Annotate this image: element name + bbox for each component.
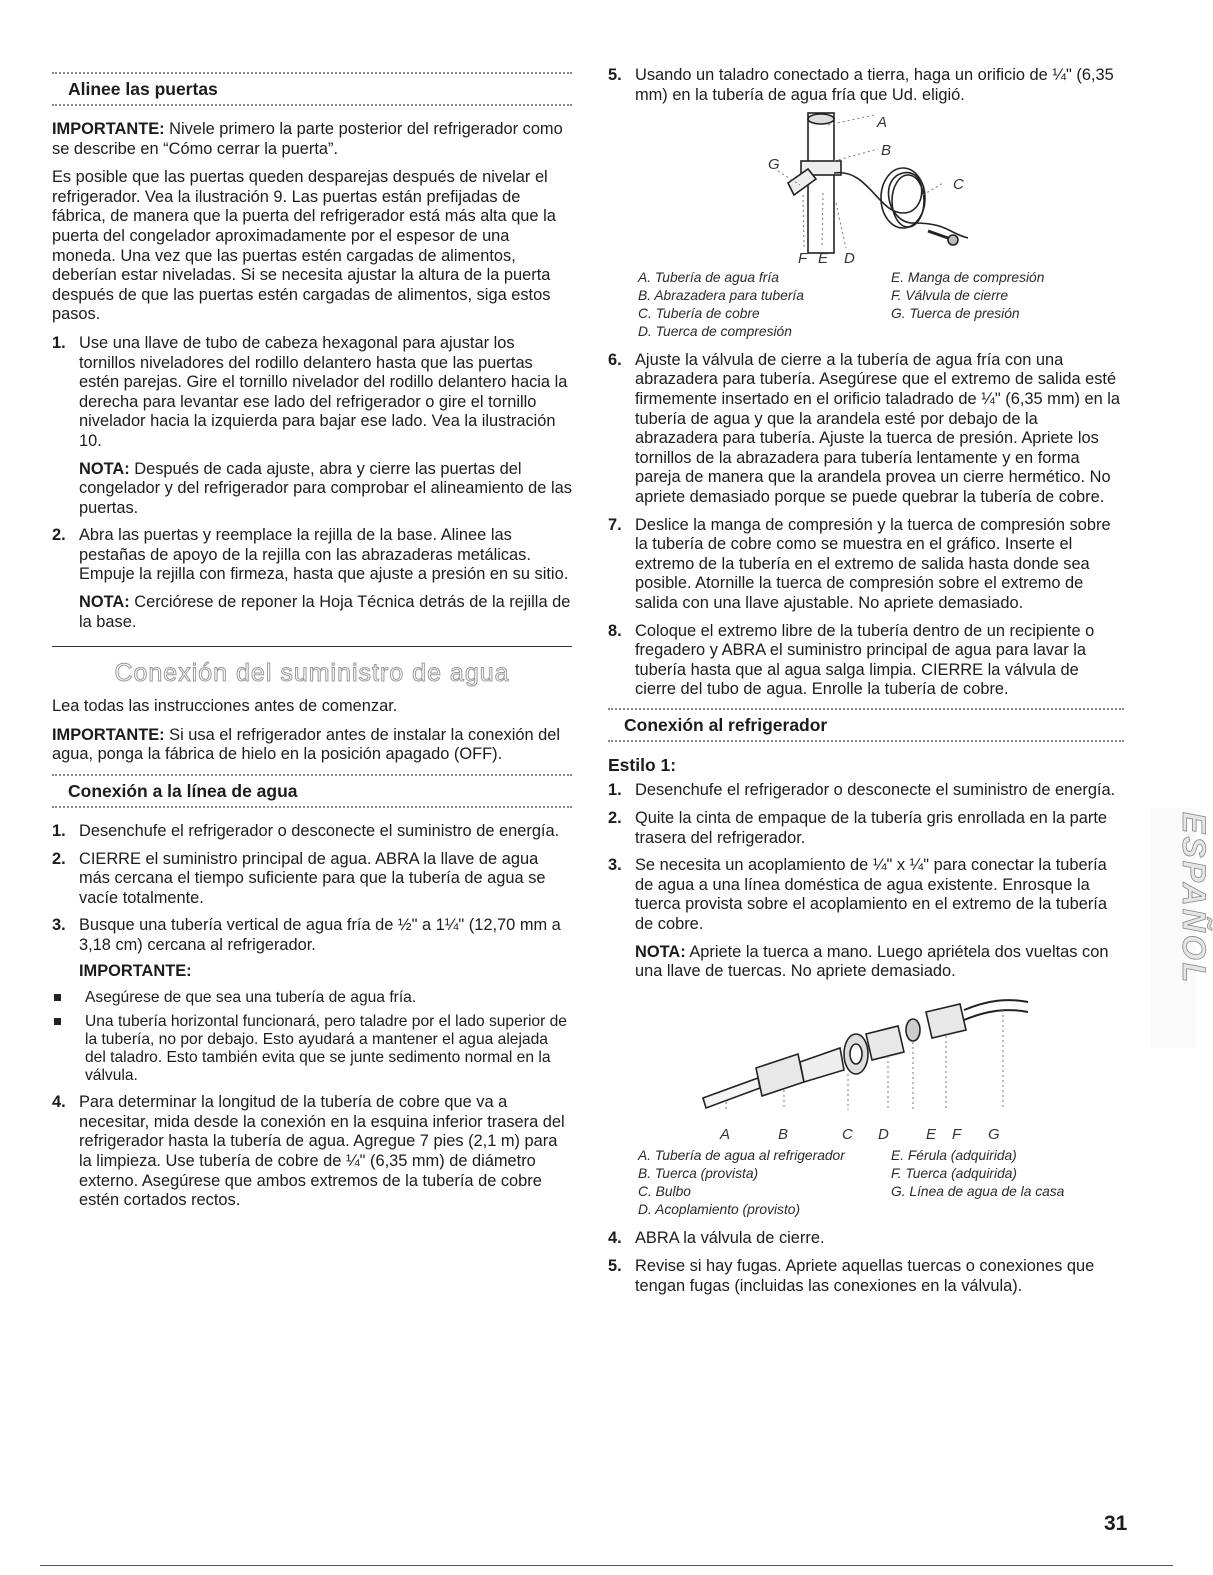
legend-item: A. Tubería de agua al refrigerador bbox=[638, 1148, 845, 1164]
bullet-text: Una tubería horizontal funcionará, pero taladre por el lado superior de la tubería, no por debajo. Esto ayudará a mantener el agua alejada del taladro. Esto también evita que se junte sedimento normal en la válvula. bbox=[85, 1013, 567, 1085]
important-label: IMPORTANTE: bbox=[79, 961, 192, 980]
note-label: NOTA: bbox=[79, 593, 130, 612]
legend-item: F. Tuerca (adquirida) bbox=[891, 1166, 1018, 1182]
label-e: E bbox=[818, 250, 829, 268]
section-heading: Alinee las puertas bbox=[68, 79, 218, 99]
legend-item: E. Férula (adquirida) bbox=[891, 1148, 1017, 1164]
valve-legend bbox=[608, 269, 1124, 341]
section-divider bbox=[52, 646, 572, 647]
note bbox=[635, 943, 1124, 982]
step-text: Desenchufe el refrigerador o desconecte el suministro de energía. bbox=[635, 781, 1116, 800]
label-f: F bbox=[952, 1126, 962, 1144]
bottom-rule bbox=[40, 1565, 1173, 1566]
legend-item: D. Acoplamiento (provisto) bbox=[638, 1202, 801, 1218]
step-number: 1. bbox=[52, 333, 66, 352]
label-d: D bbox=[844, 250, 855, 268]
step-text: Ajuste la válvula de cierre a la tubería de agua fría con una abrazadera para tubería. Asegúrese que el extremo de salida esté firmemente insertado en el orificio taladrado de ¼" (6,35 mm) en la tubería de agua y que la arandela esté por debajo de la abrazadera para tubería. Ajuste la tuerca de presión. Apriete los tornillos de la abrazadera para tubería lentamente y en forma pareja de manera que la arandela provea un cierre hermético. No apriete demasiado porque se puede quebrar la tubería de cobre. bbox=[635, 350, 1121, 506]
language-tab-text: ESPAÑOL bbox=[1176, 812, 1212, 986]
legend-item bbox=[891, 323, 1124, 341]
important-label: IMPORTANTE: bbox=[52, 725, 165, 744]
note-text: Cerciórese de reponer la Hoja Técnica detrás de la rejilla de la base. bbox=[79, 593, 571, 631]
section-heading: Conexión al refrigerador bbox=[624, 714, 828, 735]
step-text: Desenchufe el refrigerador o desconecte el suministro de energía. bbox=[79, 822, 560, 841]
important-label: IMPORTANTE: bbox=[52, 120, 165, 138]
step-number: 7. bbox=[608, 515, 622, 534]
label-a: A bbox=[877, 114, 888, 132]
paragraph bbox=[52, 120, 572, 159]
step-text: CIERRE el suministro principal de agua. ABRA la llave de agua más cercana el tiempo suficiente para que la tubería de agua se vacíe totalmente. bbox=[79, 849, 546, 907]
legend-item: B. Tuerca (provista) bbox=[638, 1166, 759, 1182]
label-d: D bbox=[878, 1126, 889, 1144]
final-steps-list bbox=[608, 1229, 1124, 1296]
note bbox=[79, 460, 572, 519]
page-number: 31 bbox=[1104, 1512, 1128, 1535]
step-text: Deslice la manga de compresión y la tuerca de compresión sobre la tubería de cobre como se muestra en el gráfico. Inserte el extremo de la tubería en el extremo de salida hasta donde sea posible. Atornille la tuerca de compresión sobre el extremo de salida con una llave ajustable. No apriete demasiado. bbox=[635, 515, 1111, 612]
list-item bbox=[52, 334, 572, 518]
note-text: Apriete la tuerca a mano. Luego apriételа dos vueltas con una llave de tuercas. No apriete demasiado. bbox=[635, 942, 1109, 981]
step-text: ABRA la válvula de cierre. bbox=[635, 1229, 825, 1248]
list-item bbox=[608, 516, 1124, 614]
left-column bbox=[52, 66, 572, 1219]
coupling-illustration bbox=[608, 990, 1124, 1220]
step-text: Revise si hay fugas. Apriete aquellas tuercas o conexiones que tengan fugas (incluidas las conexiones en la válvula). bbox=[635, 1257, 1095, 1295]
label-b: B bbox=[881, 142, 892, 160]
language-side-tab bbox=[1150, 808, 1212, 1048]
note-label: NOTA: bbox=[635, 942, 686, 961]
paragraph-text: Si usa el refrigerador antes de instalar la conexión del agua, ponga la fábrica de hielo en la posición apagado (OFF). bbox=[52, 725, 561, 764]
right-column bbox=[608, 66, 1124, 1304]
label-g: G bbox=[988, 1126, 1000, 1144]
label-a: A bbox=[720, 1126, 731, 1144]
step-number: 6. bbox=[608, 350, 622, 369]
dotted-rule bbox=[52, 806, 572, 808]
label-e: E bbox=[926, 1126, 937, 1144]
valve-illustration bbox=[608, 113, 1124, 341]
legend-item: A. Tubería de agua fría bbox=[638, 269, 779, 285]
water-supply-title: Conexión del suministro de agua bbox=[114, 659, 510, 688]
note bbox=[79, 593, 572, 632]
label-f: F bbox=[798, 250, 808, 268]
legend-item: E. Manga de compresión bbox=[891, 269, 1045, 285]
drill-step-list bbox=[608, 66, 1124, 105]
paragraph-text: Nivele primero la parte posterior del refrigerador como se describe en “Cómo cerrar la puerta”. bbox=[52, 120, 563, 158]
bullet-text: Asegúrese de que sea una tubería de agua fría. bbox=[85, 989, 417, 1007]
step-text: Usando un taladro conectado a tierra, haga un orificio de ¼" (6,35 mm) en la tubería de agua fría que Ud. eligió. bbox=[635, 66, 1114, 104]
align-doors-section bbox=[52, 72, 572, 106]
list-item bbox=[608, 622, 1124, 700]
list-item bbox=[52, 822, 572, 842]
label-b: B bbox=[778, 1126, 789, 1144]
paragraph: Lea todas las instrucciones antes de comenzar. bbox=[52, 697, 398, 716]
style1-steps-list bbox=[608, 781, 1124, 981]
step-number: 2. bbox=[52, 526, 66, 545]
step-number: 3. bbox=[52, 916, 66, 935]
valve-diagram bbox=[608, 113, 1124, 268]
list-item bbox=[52, 1013, 572, 1085]
water-line-steps-list bbox=[52, 822, 572, 1211]
list-item bbox=[608, 809, 1124, 848]
step-number: 8. bbox=[608, 621, 622, 640]
note-text: Después de cada ajuste, abra y cierre las puertas del congelador y del refrigerador para comprobar el alineamiento de las puertas. bbox=[79, 459, 572, 517]
step-number: 1. bbox=[608, 781, 622, 800]
step-text: Busque una tubería vertical de agua fría de ½" a 1¼" (12,70 mm a 3,18 cm) cercana al refrigerador. bbox=[79, 916, 561, 954]
coupling-diagram bbox=[608, 990, 1124, 1120]
step-number: 1. bbox=[52, 822, 66, 841]
step-text: Se necesita un acoplamiento de ¼" x ¼" para conectar la tubería de agua a una línea doméstica de agua existente. Enrosque la tuerca provista sobre el acoplamiento en el extremo de la tubería de cobre. bbox=[635, 856, 1107, 934]
coupling-letter-row bbox=[608, 1125, 1124, 1147]
list-item bbox=[52, 916, 572, 1085]
step-text: Abra las puertas y reemplace la rejilla de la base. Alinee las pestañas de apoyo de la rejilla con las abrazaderas metálicas. Empuje la rejilla con firmeza, hasta que ajuste a presión en su sitio. bbox=[79, 526, 569, 584]
note-label: NOTA: bbox=[79, 459, 130, 478]
list-item bbox=[52, 850, 572, 909]
list-item bbox=[608, 781, 1124, 801]
paragraph bbox=[52, 726, 572, 765]
list-item bbox=[608, 351, 1124, 508]
coupling-legend bbox=[608, 1147, 1124, 1219]
bullet-square-icon bbox=[54, 1018, 61, 1025]
language-tab-graphic bbox=[1150, 808, 1212, 1048]
step-number: 4. bbox=[52, 1093, 66, 1112]
label-g: G bbox=[768, 156, 780, 174]
step-number: 4. bbox=[608, 1229, 622, 1248]
step-text: Quite la cinta de empaque de la tubería gris enrollada en la parte trasera del refrigerador. bbox=[635, 809, 1107, 847]
dotted-rule bbox=[52, 104, 572, 106]
legend-item: G. Tuerca de presión bbox=[891, 305, 1020, 321]
align-steps-list bbox=[52, 334, 572, 632]
valve-steps-list bbox=[608, 351, 1124, 700]
list-item bbox=[608, 66, 1124, 105]
legend-item bbox=[891, 1201, 1124, 1219]
fridge-connection-section bbox=[608, 708, 1124, 742]
legend-item: G. Línea de agua de la casa bbox=[891, 1184, 1065, 1200]
water-line-section bbox=[52, 774, 572, 808]
list-item bbox=[52, 989, 572, 1007]
legend-item: F. Válvula de cierre bbox=[891, 287, 1009, 303]
section-heading: Conexión a la línea de agua bbox=[68, 781, 298, 802]
step-text: Use una llave de tubo de cabeza hexagonal para ajustar los tornillos niveladores del rodillo delantero hasta que las puertas estén parejas. Gire el tornillo nivelador del rodillo delantero hacia la derecha para levantar ese lado del refrigerador o gire el tornillo nivelador hacia la izquierda para bajar ese lado. Vea la ilustración 10. bbox=[79, 333, 568, 450]
list-item bbox=[52, 1093, 572, 1211]
label-c: C bbox=[953, 176, 964, 194]
step-number: 2. bbox=[52, 849, 66, 868]
list-item bbox=[608, 856, 1124, 982]
bullet-square-icon bbox=[54, 994, 61, 1001]
bullet-list bbox=[52, 989, 572, 1085]
style-heading: Estilo 1: bbox=[608, 754, 677, 775]
dotted-rule bbox=[608, 740, 1124, 742]
step-number: 2. bbox=[608, 809, 622, 828]
step-text: Para determinar la longitud de la tubería de cobre que va a necesitar, mida desde la conexión en la esquina inferior trasera del refrigerador hasta la tubería de agua. Agregue 7 pies (2,1 m) para la limpieza. Use tubería de cobre de ¼" (6,35 mm) de diámetro externo. Asegúrese que ambos extremos de la tubería de cobre estén cortados rectos. bbox=[79, 1093, 565, 1210]
step-text: Coloque el extremo libre de la tubería dentro de un recipiente o fregadero y ABRA el suministro principal de agua para lavar la tubería hasta que al agua salga limpia. CIERRE la válvula de cierre del tubo de agua. Enrolle la tubería de cobre. bbox=[635, 621, 1095, 699]
step-number: 5. bbox=[608, 66, 622, 84]
label-c: C bbox=[842, 1126, 853, 1144]
legend-item: B. Abrazadera para tubería bbox=[638, 287, 804, 303]
list-item bbox=[52, 526, 572, 632]
list-item bbox=[608, 1257, 1124, 1296]
paragraph: Es posible que las puertas queden desparejas después de nivelar el refrigerador. Vea la ilustración 9. Las puertas están prefijadas de fábrica, de manera que la puerta del refrigerador está más alta que la puerta del congelador aproximadamente por el espesor de una moneda. Una vez que las puertas estén cargadas de alimentos, deberían estar niveladas. Si se necesita ajustar la altura de la puerta después de que las puertas estén cargadas de alimentos, siga estos pasos. bbox=[52, 168, 556, 324]
step-number: 3. bbox=[608, 856, 622, 875]
step-number: 5. bbox=[608, 1257, 622, 1275]
legend-item: D. Tuerca de compresión bbox=[638, 323, 792, 339]
legend-item: C. Bulbo bbox=[638, 1184, 691, 1200]
list-item bbox=[608, 1229, 1124, 1249]
legend-item: C. Tubería de cobre bbox=[638, 305, 760, 321]
